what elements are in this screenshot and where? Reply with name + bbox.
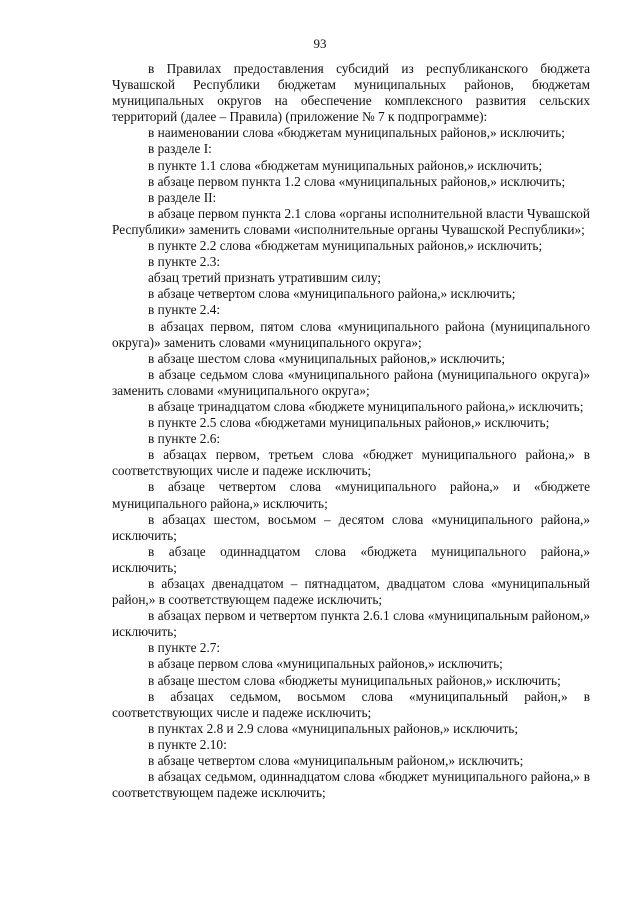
- paragraph: в пункте 1.1 слова «бюджетам муниципальных районов,» исключить;: [148, 157, 543, 173]
- paragraph: в абзаце первом пункта 2.1 слова «органы исполнительной власти Чувашской Республики» заменить словами «исполнительные органы Чувашской Республики»;: [112, 205, 590, 237]
- paragraph: в пункте 2.7:: [148, 640, 221, 656]
- paragraph: в наименовании слова «бюджетам муниципальных районов,» исключить;: [148, 125, 565, 141]
- paragraph: в Правилах предоставления субсидий из республиканского бюджета Чувашской Республики бюджетам муниципальных районов, бюджетам муниципальных округов на обеспечение комплексного развития сельских территорий (далее – Правила) (приложение № 7 к подпрограмме):: [112, 61, 590, 125]
- paragraph: в абзацах первом, пятом слова «муниципального района (муниципального округа)» заменить словами «муниципального округа»;: [112, 318, 590, 350]
- paragraph: в абзацах двенадцатом – пятнадцатом, двадцатом слова «муниципальный район,» в соответствующем падеже исключить;: [112, 576, 590, 608]
- paragraph: в абзацах первом, третьем слова «бюджет муниципального района,» в соответствующих числе и падеже исключить;: [112, 447, 590, 479]
- paragraph: в абзацах шестом, восьмом – десятом слова «муниципального района,» исключить;: [112, 511, 590, 543]
- paragraph: в пункте 2.5 слова «бюджетами муниципальных районов,» исключить;: [148, 415, 550, 431]
- paragraph: в пункте 2.4:: [148, 302, 221, 318]
- paragraph: в абзаце шестом слова «муниципальных районов,» исключить;: [148, 350, 506, 366]
- paragraph: в пункте 2.3:: [148, 254, 221, 270]
- paragraph: в абзаце первом слова «муниципальных районов,» исключить;: [148, 656, 503, 672]
- paragraph: в абзацах первом и четвертом пункта 2.6.1 слова «муниципальным районом,» исключить;: [112, 608, 590, 640]
- paragraph: в абзацах седьмом, восьмом слова «муниципальный район,» в соответствующих числе и падеже исключить;: [112, 688, 590, 720]
- paragraph: в пунктах 2.8 и 2.9 слова «муниципальных районов,» исключить;: [148, 720, 519, 736]
- paragraph: в абзаце первом пункта 1.2 слова «муниципальных районов,» исключить;: [148, 173, 566, 189]
- paragraph: в пункте 2.10:: [148, 736, 227, 752]
- paragraph: в разделе II:: [148, 189, 217, 205]
- page-number: 93: [313, 36, 327, 51]
- paragraph: абзац третий признать утратившим силу;: [148, 270, 382, 286]
- paragraph: в абзацах седьмом, одиннадцатом слова «бюджет муниципального района,» в соответствующем падеже исключить;: [112, 769, 590, 801]
- paragraph: в абзаце тринадцатом слова «бюджете муниципального района,» исключить;: [148, 398, 584, 414]
- paragraph: в пункте 2.6:: [148, 431, 221, 447]
- paragraph: в абзаце одиннадцатом слова «бюджета муниципального района,» исключить;: [112, 543, 590, 575]
- paragraph: в абзаце четвертом слова «муниципального района,» и «бюджете муниципального района,» исключить;: [112, 479, 590, 511]
- paragraph: в пункте 2.2 слова «бюджетам муниципальных районов,» исключить;: [148, 238, 543, 254]
- paragraph: в абзаце четвертом слова «муниципального района,» исключить;: [148, 286, 516, 302]
- paragraph: в абзаце седьмом слова «муниципального района (муниципального округа)» заменить словами «муниципального округа»;: [112, 366, 590, 398]
- document-body: [112, 61, 590, 801]
- paragraph: в абзаце четвертом слова «муниципальным районом,» исключить;: [148, 753, 524, 769]
- paragraph: в разделе I:: [148, 141, 212, 157]
- paragraph: в абзаце шестом слова «бюджеты муниципальных районов,» исключить;: [148, 672, 561, 688]
